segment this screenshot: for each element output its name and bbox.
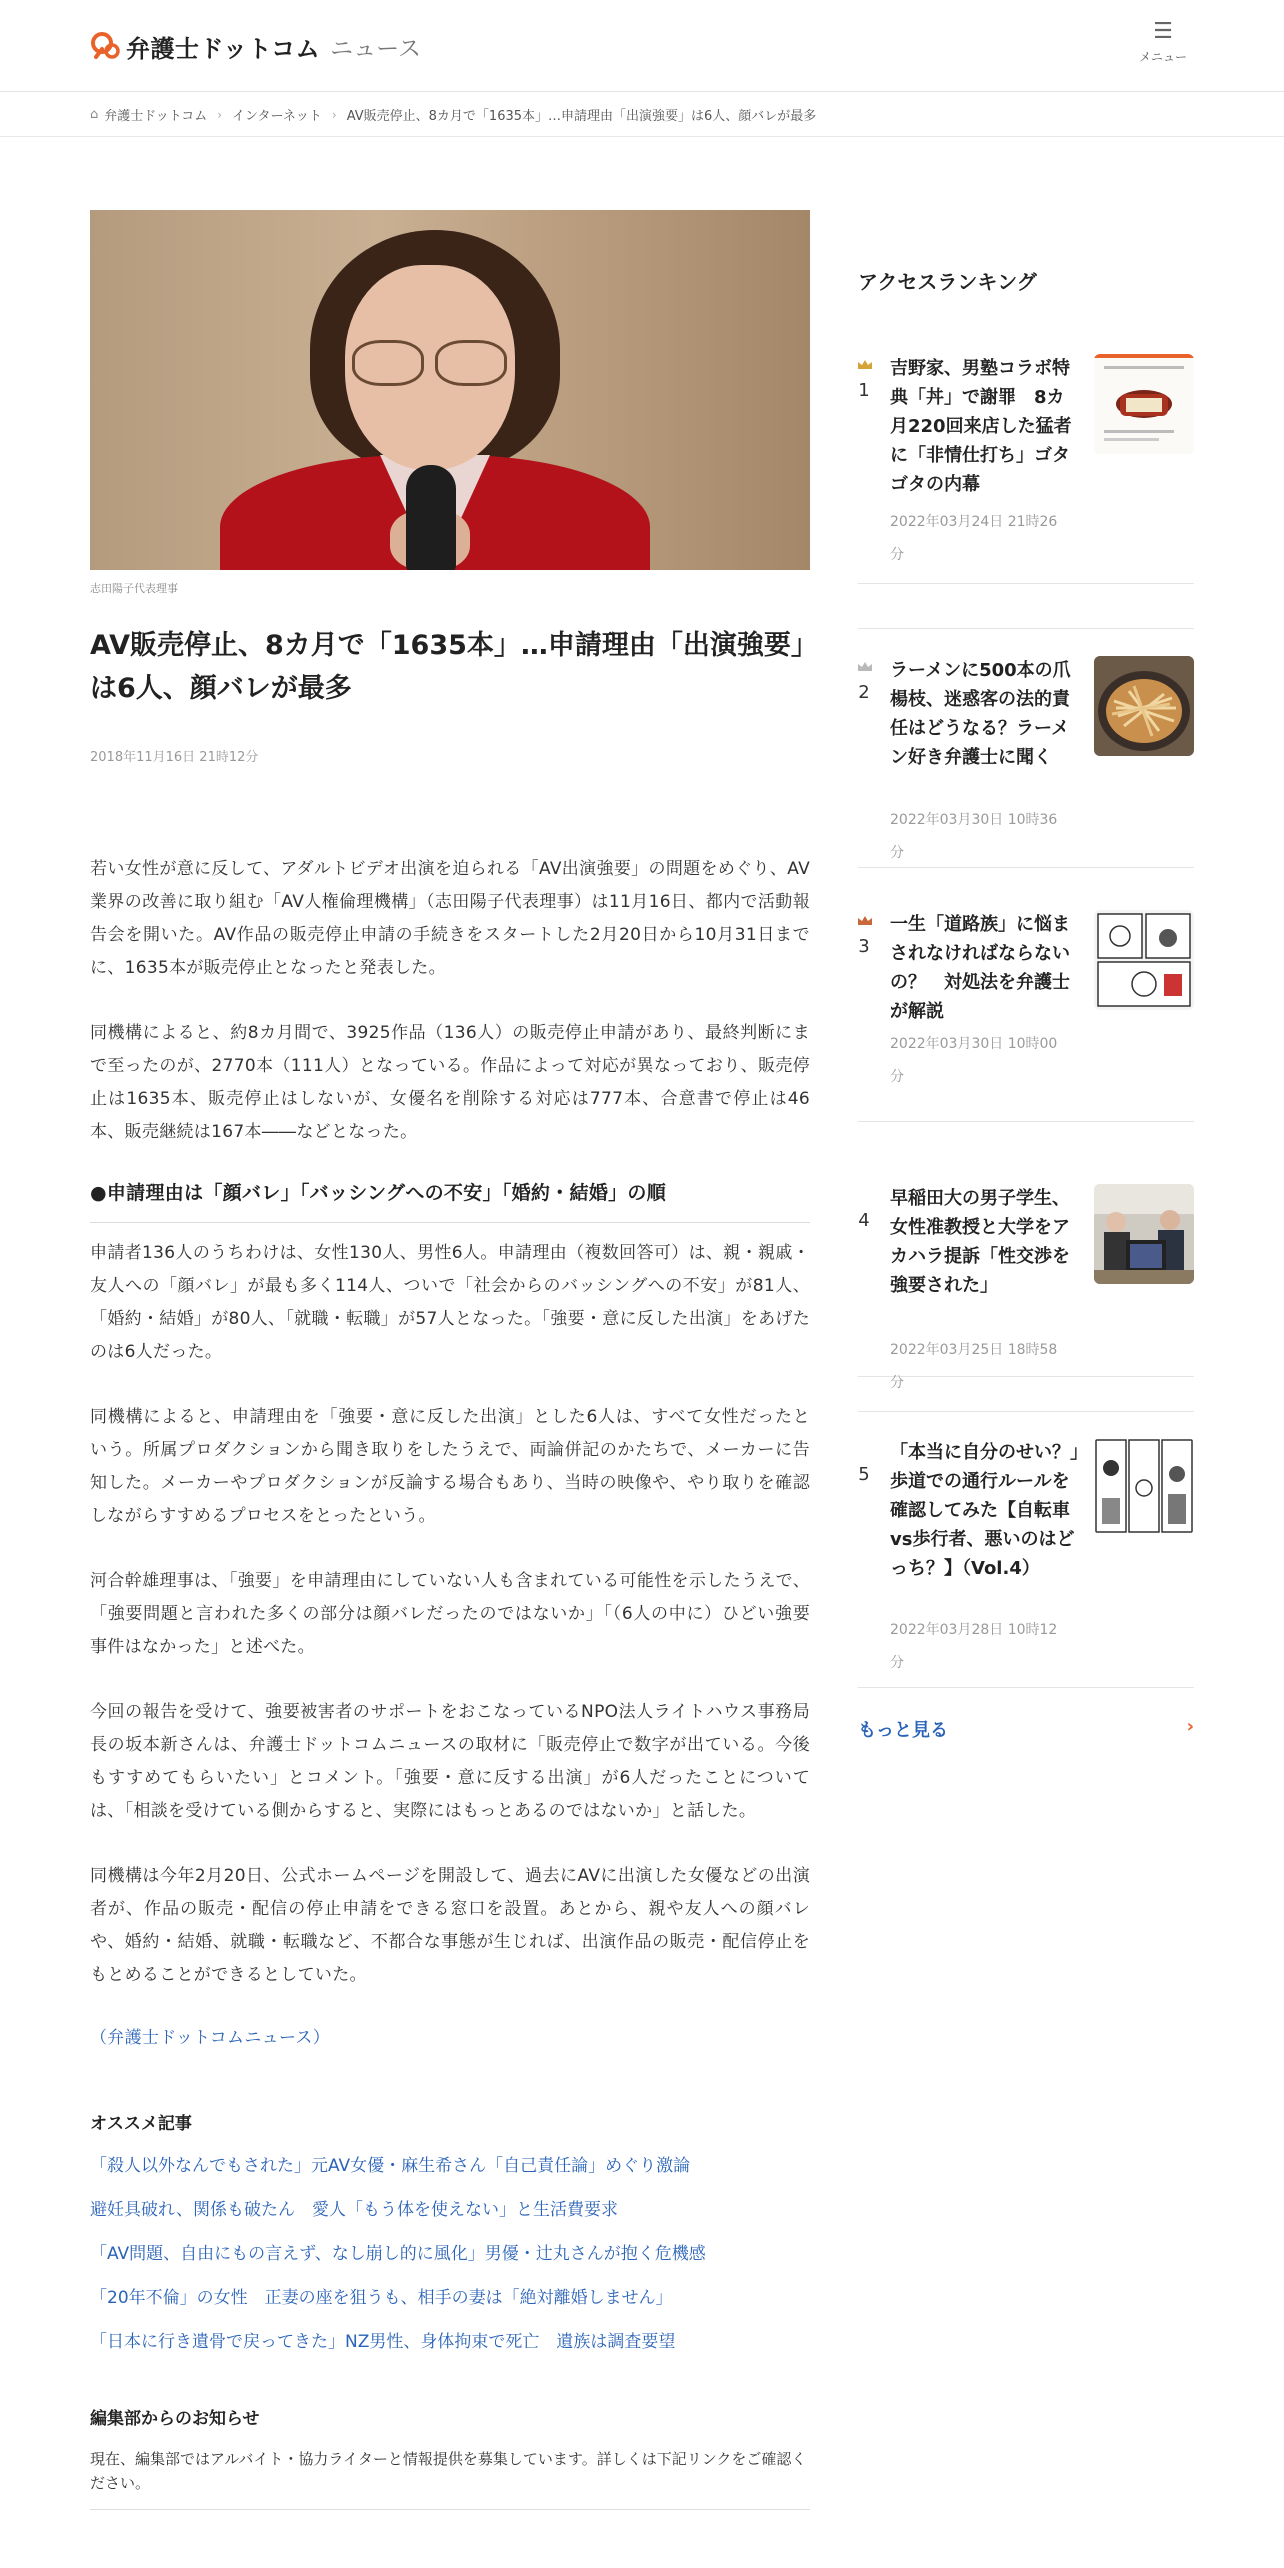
menu-label: メニュー: [1138, 50, 1187, 64]
ranking-item[interactable]: [858, 354, 1194, 584]
paragraph: 若い女性が意に反して、アダルトビデオ出演を迫られる「AV出演強要」の問題をめぐり、AV業界の改善に取り組む「AV人権倫理機構」（志田陽子代表理事）は11月16日、都内で活動報告会を開いた。AV作品の販売停止申請の手続きをスタートした2月20日から10月31日までに、1635本が販売停止となったと発表した。: [90, 859, 810, 979]
logo-mark-icon: [90, 31, 120, 61]
ranking-date: 2022年03月30日 10時00分: [890, 1036, 1058, 1085]
recommend-link[interactable]: 「日本に行き遺骨で戻ってきた」NZ男性、身体拘束で死亡 遺族は調査要望: [90, 2332, 676, 2353]
article: [90, 210, 810, 2510]
breadcrumb-home[interactable]: 弁護士ドットコム: [104, 109, 208, 124]
ranking-thumbnail: [1094, 1438, 1194, 1534]
ranking-date: 2022年03月28日 10時12分: [890, 1622, 1058, 1671]
paragraph: 同機構は今年2月20日、公式ホームページを開設して、過去にAVに出演した女優などの出演者が、作品の販売・配信の停止申請をできる窓口を設置。あとから、親や友人への顔バレや、婚約・結婚、就職・転職など、不都合な事態が生じれば、出演作品の販売・配信停止をもとめることができるとしていた。: [90, 1866, 810, 1986]
ranking-title: 一生「道路族」に悩まされなければならないの？ 対処法を弁護士が解説: [890, 914, 1070, 1022]
rank-number: 2: [858, 682, 870, 703]
ranking-heading: アクセスランキング: [858, 270, 1037, 294]
paragraph: 同機構によると、約8カ月間で、3925作品（136人）の販売停止申請があり、最終判断にまで至ったのが、2770本（111人）となっている。作品によって対応が異なっており、販売停止は1635本、販売停止はしないが、女優名を削除する対応は777本、合意書で停止は46本、販売継続は167本――などとなった。: [90, 1023, 810, 1143]
recommend-link[interactable]: 避妊具破れ、関係も破たん 愛人「もう体を使えない」と生活費要求: [90, 2200, 619, 2221]
article-subheading: ●申請理由は「顔バレ」「バッシングへの不安」「婚約・結婚」の順: [90, 1177, 810, 1223]
article-body: [90, 853, 810, 2055]
rank-number: 4: [858, 1210, 870, 1231]
paragraph: 同機構によると、申請理由を「強要・意に反した出演」とした6人は、すべて女性だったという。所属プロダクションから聞き取りをしたうえで、両論併記のかたちで、メーカーに告知した。メーカーやプロダクションが反論する場合もあり、当時の映像や、やり取りを確認しながらすすめるプロセスをとったという。: [90, 1407, 810, 1527]
chevron-right-icon: ›: [331, 107, 337, 122]
ranking-thumbnail: [1094, 910, 1194, 1010]
hamburger-icon: ☰: [1153, 19, 1173, 44]
recommend-list: [90, 2154, 810, 2354]
ranking-thumbnail: [1094, 1184, 1194, 1284]
ranking-title: 「本当に自分のせい？」歩道での通行ルールを確認してみた【自転車vs歩行者、悪いのはどっち？】（Vol.4）: [890, 1442, 1079, 1579]
ranking-thumbnail: [1094, 354, 1194, 454]
chevron-right-icon: ›: [217, 107, 223, 122]
article-hero-image: [90, 210, 810, 570]
image-caption: 志田陽子代表理事: [90, 582, 178, 595]
site-header: [0, 0, 1284, 92]
breadcrumb-category[interactable]: インターネット: [232, 109, 322, 124]
logo-sub: ニュース: [330, 35, 421, 62]
ranking-more-link[interactable]: [858, 1716, 1194, 1742]
ranking-date: 2022年03月24日 21時26分: [890, 514, 1058, 563]
recommend-heading: オススメ記事: [90, 2114, 192, 2135]
ranking-date: 2022年03月30日 10時36分: [890, 812, 1058, 861]
paragraph: 申請者136人のうちわけは、女性130人、男性6人。申請理由（複数回答可）は、親・親戚・友人への「顔バレ」が最も多く114人、ついで「社会からのバッシングへの不安」が81人、「婚約・結婚」が80人、「就職・転職」が57人となった。「強要・意に反した出演」をあげたのは6人だった。: [90, 1243, 810, 1363]
divider: [858, 628, 1194, 629]
crown-bronze-icon: [858, 910, 872, 919]
paragraph: 河合幹雄理事は、「強要」を申請理由にしていない人も含まれている可能性を示したうえで、「強要問題と言われた多くの部分は顔バレだったのではないか」「（6人の中に）ひどい強要事件はなかった」と述べた。: [90, 1571, 810, 1658]
ranking-title: 早稲田大の男子学生、女性准教授と大学をアカハラ提訴「性交渉を強要された」: [890, 1188, 1070, 1296]
ranking-date: 2022年03月25日 18時58分: [890, 1342, 1058, 1391]
logo-text: 弁護士ドットコム: [126, 34, 321, 63]
notice-heading: 編集部からのお知らせ: [90, 2409, 260, 2430]
crown-silver-icon: [858, 656, 872, 665]
rank-number: 5: [858, 1464, 870, 1485]
access-ranking: [858, 266, 1194, 1741]
rank-number: 3: [858, 936, 870, 957]
article-date: 2018年11月16日 21時12分: [90, 750, 259, 766]
paragraph: 今回の報告を受けて、強要被害者のサポートをおこなっているNPO法人ライトハウス事務局長の坂本新さんは、弁護士ドットコムニュースの取材に「販売停止で数字が出ている。今後もすすめてもらいたい」とコメント。「強要・意に反する出演」が6人だったことについては、「相談を受けている側からすると、実際にはもっとあるのではないか」と話した。: [90, 1702, 810, 1822]
home-icon: ⌂: [90, 107, 99, 122]
ranking-item[interactable]: [858, 910, 1194, 1122]
more-label: もっと見る: [858, 1720, 948, 1741]
ranking-title: ラーメンに500本の爪楊枝、迷惑客の法的責任はどうなる？ラーメン好き弁護士に聞く: [890, 660, 1071, 768]
menu-button[interactable]: [1133, 20, 1193, 72]
chevron-right-icon: ›: [1186, 1716, 1194, 1737]
breadcrumb-current: AV販売停止、8カ月で「1635本」…申請理由「出演強要」は6人、顔バレが最多: [346, 109, 817, 124]
ranking-item[interactable]: [858, 1438, 1194, 1688]
crown-gold-icon: [858, 354, 872, 363]
article-title: AV販売停止、8カ月で「1635本」…申請理由「出演強要」は6人、顔バレが最多: [90, 630, 805, 705]
recommend-link[interactable]: 「殺人以外なんでもされた」元AV女優・麻生希さん「自己責任論」めぐり激論: [90, 2156, 691, 2177]
recommend-link[interactable]: 「20年不倫」の女性 正妻の座を狙うも、相手の妻は「絶対離婚しません」: [90, 2288, 673, 2309]
ranking-thumbnail: [1094, 656, 1194, 756]
ranking-title: 吉野家、男塾コラボ特典「丼」で謝罪 8カ月220回来店した猛者に「非情仕打ち」ゴタゴタの内幕: [890, 358, 1072, 495]
notice-text: 現在、編集部ではアルバイト・協力ライターと情報提供を募集しています。詳しくは下記リンクをご確認ください。: [90, 2447, 810, 2510]
rank-number: 1: [858, 380, 870, 401]
recommend-link[interactable]: 「AV問題、自由にもの言えず、なし崩し的に風化」男優・辻丸さんが抱く危機感: [90, 2244, 706, 2265]
ranking-item[interactable]: [858, 656, 1194, 868]
source-link[interactable]: （弁護士ドットコムニュース）: [90, 2028, 330, 2049]
site-logo[interactable]: [90, 28, 421, 64]
breadcrumb: [0, 93, 1284, 137]
ranking-item[interactable]: [858, 1184, 1194, 1412]
